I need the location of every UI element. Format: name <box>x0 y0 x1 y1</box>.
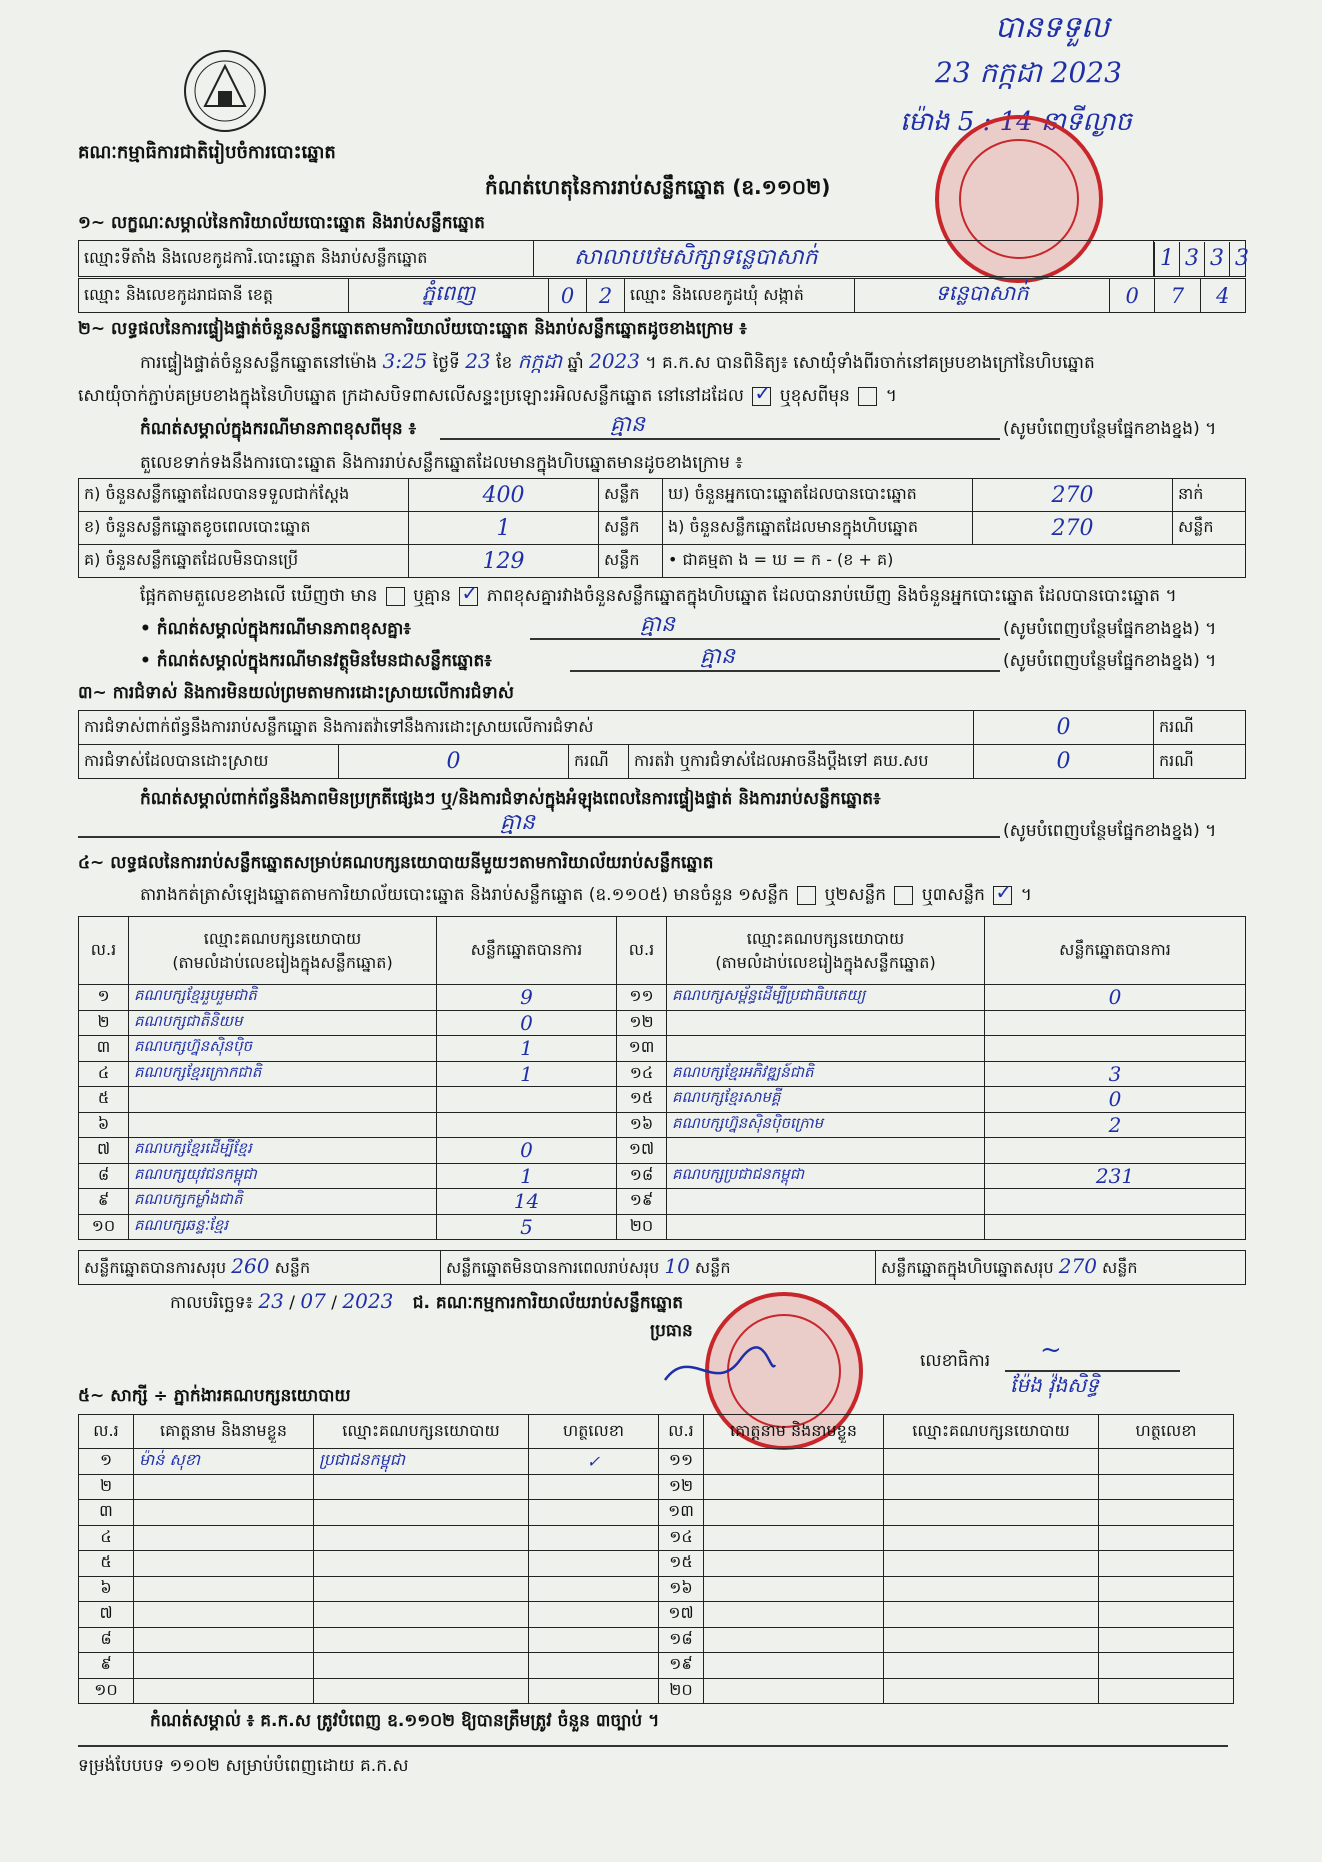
station-code-1: 1 <box>1155 242 1180 276</box>
witness-party <box>884 1602 1099 1628</box>
chair-label: ប្រធាន <box>650 1321 693 1341</box>
result-no: ១២ <box>617 1010 667 1036</box>
witness-signature <box>1099 1576 1234 1602</box>
objection-row2-label: ការជំទាស់ដែលបានដោះស្រាយ <box>79 745 339 779</box>
row-b-unit: សន្លឹក <box>599 512 663 545</box>
result-votes <box>985 1010 1246 1036</box>
note-label: កំណត់សម្គាល់ក្នុងករណីមានភាពខុសពីមុន ៖ <box>140 419 417 439</box>
witness-no: ១២ <box>659 1474 704 1500</box>
witness-no: ១៤ <box>659 1525 704 1551</box>
witness-col-no-right: ល.រ <box>659 1415 704 1449</box>
diff-hint: (សូមបំពេញបន្ថែមផ្នែកខាងខ្នង) ។ <box>1003 619 1217 639</box>
station-code-4: 3 <box>1230 242 1255 276</box>
witness-signature <box>529 1627 659 1653</box>
province-code-2: 2 <box>587 279 625 313</box>
check-time: 3:25 <box>382 349 428 373</box>
totals-table <box>78 1250 1246 1285</box>
witness-col-name-left: គោត្តនាម និងនាមខ្លួន <box>134 1415 314 1449</box>
received-date: 23 កក្កដា 2023 <box>935 56 1122 89</box>
formula: • ជាគម្មតា ង = ឃ = ក - (ខ + គ) <box>663 545 1246 578</box>
no-difference-checkbox[interactable] <box>459 587 478 606</box>
nec-emblem-icon <box>180 46 270 136</box>
row-b-value: 1 <box>409 512 599 545</box>
witness-name <box>134 1602 314 1628</box>
secretary-signature: ~ <box>1040 1335 1062 1365</box>
section2-heading: ២~ លទ្ធផលនៃការផ្ទៀងផ្ទាត់ចំនួនសន្លឹកឆ្នោតតាមការិយាល័យបោះឆ្នោត និងរាប់សន្លឹកឆ្នោតដូចខាងក្រោម ៖ <box>78 319 747 339</box>
witness-no: ១៥ <box>659 1551 704 1577</box>
three-sheet-checkbox[interactable] <box>993 886 1012 905</box>
result-votes: 0 <box>985 985 1246 1011</box>
compare-line: ផ្អែកតាមតួលេខខាងលើ ឃើញថា មាន ឬគ្មាន ✓ ភាពខុសគ្នារវាងចំនួនសន្លឹកឆ្នោតក្នុងហិបឆ្នោត ដែលបានរាប់ឃើញ និងចំនួនអ្នកបោះឆ្នោត ដែលបានបោះឆ្នោត ។ <box>140 585 1177 607</box>
result-votes <box>437 1112 617 1138</box>
result-no: ៧ <box>79 1138 129 1164</box>
fake-label: • កំណត់សម្គាល់ក្នុងករណីមានវត្ថុមិនមែនជាសន្លឹកឆ្នោត៖ <box>140 651 492 671</box>
result-votes: 1 <box>437 1061 617 1087</box>
row-a-unit: សន្លឹក <box>599 479 663 512</box>
witness-name <box>704 1653 884 1679</box>
result-party: គណបក្សឆន្ទៈខ្មែរ <box>129 1214 437 1240</box>
check-day: 23 <box>465 349 491 373</box>
witness-party <box>314 1653 529 1679</box>
check-year: 2023 <box>589 349 640 373</box>
results-row <box>79 1138 1246 1164</box>
date-year: 2023 <box>342 1289 394 1313</box>
objection-row2-unit: ករណី <box>569 745 629 779</box>
witness-no: ៣ <box>79 1500 134 1526</box>
witness-name <box>704 1551 884 1577</box>
section5-heading: ៥~ សាក្សី ÷ ភ្នាក់ងារគណបក្សនយោបាយ <box>78 1386 351 1406</box>
row-e-unit: សន្លឹក <box>1173 512 1246 545</box>
witness-no: ១៩ <box>659 1653 704 1679</box>
witness-party <box>884 1474 1099 1500</box>
result-no: ១១ <box>617 985 667 1011</box>
witness-party <box>884 1449 1099 1475</box>
witness-name <box>704 1627 884 1653</box>
witness-col-name-right: គោត្តនាម និងនាមខ្លួន <box>704 1415 884 1449</box>
result-party <box>667 1010 985 1036</box>
witness-party <box>314 1474 529 1500</box>
witness-name <box>704 1500 884 1526</box>
witness-no: ១៧ <box>659 1602 704 1628</box>
witness-col-sig-right: ហត្ថលេខា <box>1099 1415 1234 1449</box>
result-party <box>129 1112 437 1138</box>
date-day: 23 <box>258 1289 284 1313</box>
result-no: ១៣ <box>617 1036 667 1062</box>
total-box: សន្លឹកឆ្នោតក្នុងហិបឆ្នោតសរុប 270 សន្លឹក <box>876 1251 1246 1285</box>
witness-no: ៧ <box>79 1602 134 1628</box>
witness-name <box>704 1678 884 1704</box>
witness-party: ប្រជាជនកម្ពុជា <box>314 1449 529 1475</box>
witness-name <box>704 1525 884 1551</box>
witness-row <box>79 1551 1234 1577</box>
witness-row <box>79 1602 1234 1628</box>
witness-no: ១៦ <box>659 1576 704 1602</box>
check-month: កក្កដា <box>517 349 563 373</box>
row-c-label: គ) ចំនួនសន្លឹកឆ្នោតដែលមិនបានប្រើ <box>79 545 409 578</box>
objection-row1-unit: ករណី <box>1154 711 1246 745</box>
witness-col-party-right: ឈ្មោះគណបក្សនយោបាយ <box>884 1415 1099 1449</box>
province-code-1: 0 <box>549 279 587 313</box>
witness-party <box>314 1602 529 1628</box>
received-time: ម៉ោង 5 : 14 នាទីល្ងាច <box>900 107 1132 137</box>
witness-party <box>314 1500 529 1526</box>
objection-row1-value: 0 <box>974 711 1154 745</box>
objection-row2b-unit: ករណី <box>1154 745 1246 779</box>
results-row <box>79 1214 1246 1240</box>
result-no: ៥ <box>79 1087 129 1113</box>
result-votes: 14 <box>437 1189 617 1215</box>
result-votes: 0 <box>437 1010 617 1036</box>
secretary-label: លេខាធិការ <box>920 1351 991 1371</box>
witness-row <box>79 1653 1234 1679</box>
result-votes: 1 <box>437 1036 617 1062</box>
result-votes: 1 <box>437 1163 617 1189</box>
section4-intro: តារាងកត់ត្រាសំឡេងឆ្នោតតាមការិយាល័យបោះឆ្នោត និងរាប់សន្លឹកឆ្នោត (ឧ.១១០៥) មានចំនួន ១សន្លឹក ឬ២សន្លឹក ឬ៣សន្លឹក ✓ ។ <box>140 884 1032 906</box>
result-party: គណបក្សយុវជនកម្ពុជា <box>129 1163 437 1189</box>
row-a-value: 400 <box>409 479 599 512</box>
results-row <box>79 1112 1246 1138</box>
witness-party <box>884 1551 1099 1577</box>
witness-name <box>134 1627 314 1653</box>
form-title: កំណត់ហេតុនៃការរាប់សន្លឹកឆ្នោត (ឧ.១១០២) <box>485 175 831 199</box>
commune-code-3: 4 <box>1200 279 1245 313</box>
result-no: ២០ <box>617 1214 667 1240</box>
witness-no: ២ <box>79 1474 134 1500</box>
result-votes <box>985 1214 1246 1240</box>
results-row <box>79 1087 1246 1113</box>
witness-row <box>79 1627 1234 1653</box>
received-label: បានទទួល <box>995 10 1110 45</box>
result-votes: 231 <box>985 1163 1246 1189</box>
diff-label: • កំណត់សម្គាល់ក្នុងករណីមានភាពខុសគ្នា៖ <box>140 619 411 639</box>
witness-party <box>314 1627 529 1653</box>
same-checkbox[interactable] <box>752 387 771 406</box>
witness-no: ៩ <box>79 1653 134 1679</box>
row-d-value: 270 <box>973 479 1173 512</box>
commune-name: ទន្លេបាសាក់ <box>855 279 1110 313</box>
result-party: គណបក្សជាតិនិយម <box>129 1010 437 1036</box>
witness-party <box>884 1525 1099 1551</box>
witness-row <box>79 1678 1234 1704</box>
two-sheet-checkbox[interactable] <box>894 886 913 905</box>
row-d-label: ឃ) ចំនួនអ្នកបោះឆ្នោតដែលបានបោះឆ្នោត <box>663 479 973 512</box>
witness-signature <box>1099 1551 1234 1577</box>
witness-signature <box>1099 1525 1234 1551</box>
diff-value: គ្មាន <box>640 612 675 637</box>
row-a-label: ក) ចំនួនសន្លឹកឆ្នោតដែលបានទទួលជាក់ស្តែង <box>79 479 409 512</box>
total-invalid-value: 10 <box>664 1254 690 1278</box>
witness-party <box>314 1678 529 1704</box>
witness-signature <box>1099 1474 1234 1500</box>
witness-party <box>884 1576 1099 1602</box>
witness-name <box>134 1576 314 1602</box>
table-intro: តួលេខទាក់ទងនឹងការបោះឆ្នោត និងការរាប់សន្លឹកឆ្នោតដែលមានក្នុងហិបឆ្នោតមានដូចខាងក្រោម ៖ <box>140 453 743 473</box>
result-no: ៦ <box>79 1112 129 1138</box>
result-no: ៨ <box>79 1163 129 1189</box>
witness-signature <box>529 1576 659 1602</box>
result-votes <box>985 1036 1246 1062</box>
section1-heading: ១~ លក្ខណៈសម្គាល់នៃការិយាល័យបោះឆ្នោត និងរាប់សន្លឹកឆ្នោត <box>78 213 485 233</box>
one-sheet-checkbox[interactable] <box>797 886 816 905</box>
witness-row <box>79 1500 1234 1526</box>
witness-table <box>78 1414 1234 1704</box>
result-votes: 3 <box>985 1061 1246 1087</box>
total-valid-value: 260 <box>231 1254 270 1278</box>
witness-no: ១០ <box>79 1678 134 1704</box>
witness-name: ម៉ាន់ សុខា <box>134 1449 314 1475</box>
result-votes <box>985 1189 1246 1215</box>
result-party <box>667 1189 985 1215</box>
chair-signature <box>660 1340 780 1400</box>
result-votes: 9 <box>437 985 617 1011</box>
result-party <box>129 1087 437 1113</box>
witness-no: ៥ <box>79 1551 134 1577</box>
result-no: ១០ <box>79 1214 129 1240</box>
result-party: គណបក្សខ្មែរក្រោកជាតិ <box>129 1061 437 1087</box>
witness-name <box>134 1551 314 1577</box>
witness-party <box>884 1678 1099 1704</box>
section2-para1: ការផ្ទៀងផ្ទាត់ចំនួនសន្លឹកឆ្នោតនៅម៉ោង 3:25 ថ្ងៃទី 23 ខែ កក្កដា ឆ្នាំ 2023 ។ គ.ក.ស បានពិនិត្យ៖ សោយ៉ុំទាំងពីរចាក់នៅគម្របខាងក្រៅនៃហិបឆ្នោត <box>140 349 1095 373</box>
objection-row2b-value: 0 <box>974 745 1154 779</box>
witness-no: ២០ <box>659 1678 704 1704</box>
result-no: ៩ <box>79 1189 129 1215</box>
witness-signature <box>1099 1500 1234 1526</box>
row-d-unit: នាក់ <box>1173 479 1246 512</box>
result-party: គណបក្សហ្វ៊ុនស៊ិនប៉ិច <box>129 1036 437 1062</box>
witness-name <box>134 1525 314 1551</box>
results-row <box>79 1163 1246 1189</box>
col-no-left: ល.រ <box>79 917 129 985</box>
results-row <box>79 1036 1246 1062</box>
station-code-3: 3 <box>1205 242 1230 276</box>
witness-signature <box>1099 1653 1234 1679</box>
result-no: ១៩ <box>617 1189 667 1215</box>
witness-name <box>704 1474 884 1500</box>
witness-no: ១៣ <box>659 1500 704 1526</box>
station-code-2: 3 <box>1180 242 1205 276</box>
witness-signature <box>529 1678 659 1704</box>
witness-no: ១៨ <box>659 1627 704 1653</box>
witness-col-party-left: ឈ្មោះគណបក្សនយោបាយ <box>314 1415 529 1449</box>
witness-no: ១១ <box>659 1449 704 1475</box>
objection-row2b-label: ការតវ៉ា ឬការជំទាស់ដែលអាចនឹងប្តឹងទៅ គឃ.សប <box>629 745 974 779</box>
commune-code-1: 0 <box>1110 279 1155 313</box>
result-no: ១៨ <box>617 1163 667 1189</box>
result-votes: 5 <box>437 1214 617 1240</box>
row-b-label: ខ) ចំនួនសន្លឹកឆ្នោតខូចពេលបោះឆ្នោត <box>79 512 409 545</box>
result-no: ៣ <box>79 1036 129 1062</box>
witness-name <box>704 1576 884 1602</box>
result-party: គណបក្សប្រជាជនកម្ពុជា <box>667 1163 985 1189</box>
fake-hint: (សូមបំពេញបន្ថែមផ្នែកខាងខ្នង) ។ <box>1003 651 1217 671</box>
total-box-value: 270 <box>1058 1254 1097 1278</box>
section2-para2: សោយ៉ុំចាក់ភ្ជាប់គម្របខាងក្នុងនៃហិបឆ្នោត ក្រដាសបិទពាសលើសន្ទះប្រឡោះរអិលសន្លឹកឆ្នោត នៅនៅដដែល ✓ ឬខុសពីមុន ។ <box>78 385 897 407</box>
result-party: គណបក្សខ្មែរដើម្បីខ្មែរ <box>129 1138 437 1164</box>
result-party: គណបក្សកម្លាំងជាតិ <box>129 1189 437 1215</box>
witness-signature <box>1099 1678 1234 1704</box>
witness-no: ៤ <box>79 1525 134 1551</box>
witness-name <box>134 1653 314 1679</box>
footnote: កំណត់សម្គាល់ ៖ គ.ក.ស ត្រូវបំពេញ ឧ.១១០២ ឱ្យបានត្រឹមត្រូវ ចំនួន ៣ច្បាប់ ។ <box>150 1711 660 1731</box>
total-invalid: សន្លឹកឆ្នោតមិនបានការពេលរាប់សរុប 10 សន្លឹក <box>441 1251 876 1285</box>
form-footer: ទម្រង់បែបបទ ១១០២ សម្រាប់បំពេញដោយ គ.ក.ស <box>78 1756 409 1776</box>
section3-heading: ៣~ ការជំទាស់ និងការមិនយល់ព្រមតាមការដោះស្រាយលើការជំទាស់ <box>78 683 514 703</box>
witness-no: ១ <box>79 1449 134 1475</box>
result-no: ១៥ <box>617 1087 667 1113</box>
has-difference-checkbox[interactable] <box>386 587 405 606</box>
col-party-right: ឈ្មោះគណបក្សនយោបាយ (តាមលំដាប់លេខរៀងក្នុងសន្លឹកឆ្នោត) <box>667 917 985 985</box>
result-party <box>667 1138 985 1164</box>
result-no: ១៤ <box>617 1061 667 1087</box>
ballot-count-table <box>78 478 1246 578</box>
station-label: ឈ្មោះទីតាំង និងលេខកូដការិ.បោះឆ្នោត និងរាប់សន្លឹកឆ្នោត <box>79 241 534 277</box>
result-no: ២ <box>79 1010 129 1036</box>
col-votes-left: សន្លឹកឆ្នោតបានការ <box>437 917 617 985</box>
witness-name <box>134 1474 314 1500</box>
date-month: 07 <box>300 1289 326 1313</box>
result-party <box>667 1214 985 1240</box>
witness-no: ៨ <box>79 1627 134 1653</box>
result-votes: 0 <box>437 1138 617 1164</box>
row-c-value: 129 <box>409 545 599 578</box>
witness-party <box>884 1627 1099 1653</box>
witness-party <box>314 1576 529 1602</box>
result-votes: 0 <box>985 1087 1246 1113</box>
witness-party <box>314 1525 529 1551</box>
result-party <box>667 1036 985 1062</box>
fake-value: គ្មាន <box>700 644 735 669</box>
commune-code-2: 7 <box>1155 279 1200 313</box>
result-no: ១៦ <box>617 1112 667 1138</box>
result-party: គណបក្សខ្មែរអភិវឌ្ឍន៍ជាតិ <box>667 1061 985 1087</box>
witness-signature <box>529 1500 659 1526</box>
witness-row <box>79 1576 1234 1602</box>
witness-name <box>134 1678 314 1704</box>
witness-signature <box>529 1602 659 1628</box>
date-line: កាលបរិច្ឆេទ៖ 23 / 07 / 2023 ជ. គណៈកម្មការការិយាល័យរាប់សន្លឹកឆ្នោត <box>170 1289 684 1313</box>
total-valid: សន្លឹកឆ្នោតបានការសរុប 260 សន្លឹក <box>79 1251 441 1285</box>
witness-signature <box>529 1525 659 1551</box>
station-name: សាលាបឋមសិក្សាទន្លេបាសាក់ <box>534 241 1154 277</box>
result-votes: 2 <box>985 1112 1246 1138</box>
committee-name: គណៈកម្មាធិការជាតិរៀបចំការបោះឆ្នោត <box>78 142 336 163</box>
witness-row <box>79 1525 1234 1551</box>
col-votes-right: សន្លឹកឆ្នោតបានការ <box>985 917 1246 985</box>
witness-name <box>704 1602 884 1628</box>
result-votes <box>985 1138 1246 1164</box>
results-row <box>79 1189 1246 1215</box>
note-value: គ្មាន <box>610 412 645 437</box>
result-no: ៤ <box>79 1061 129 1087</box>
col-party-left: ឈ្មោះគណបក្សនយោបាយ (តាមលំដាប់លេខរៀងក្នុងសន្លឹកឆ្នោត) <box>129 917 437 985</box>
result-party: គណបក្សហ្វ៊ុនស៊ិនប៉ិចក្រោម <box>667 1112 985 1138</box>
witness-party <box>314 1551 529 1577</box>
section3-note-value: គ្មាន <box>500 810 535 835</box>
witness-signature <box>529 1474 659 1500</box>
results-row <box>79 985 1246 1011</box>
secretary-name: ម៉ែង វ៉ុងសិទ្ធិ <box>1010 1373 1099 1397</box>
result-votes <box>437 1087 617 1113</box>
objection-row1-label: ការជំទាស់ពាក់ព័ន្ធនឹងការរាប់សន្លឹកឆ្នោត និងការតវ៉ាទៅនឹងការដោះស្រាយលើការជំទាស់ <box>79 711 974 745</box>
station-table <box>78 240 1249 277</box>
results-table <box>78 916 1246 1240</box>
commune-label: ឈ្មោះ និងលេខកូដឃុំ សង្កាត់ <box>625 279 855 313</box>
results-row <box>79 1061 1246 1087</box>
witness-name <box>704 1449 884 1475</box>
witness-no: ៦ <box>79 1576 134 1602</box>
row-c-unit: សន្លឹក <box>599 545 663 578</box>
row-e-label: ង) ចំនួនសន្លឹកឆ្នោតដែលមានក្នុងហិបឆ្នោត <box>663 512 973 545</box>
section3-hint: (សូមបំពេញបន្ថែមផ្នែកខាងខ្នង) ។ <box>1003 821 1217 841</box>
witness-signature <box>1099 1602 1234 1628</box>
witness-name <box>134 1500 314 1526</box>
province-table <box>78 278 1246 313</box>
witness-party <box>884 1653 1099 1679</box>
objection-row2-value: 0 <box>339 745 569 779</box>
witness-signature <box>1099 1449 1234 1475</box>
province-name: ភ្នំពេញ <box>349 279 549 313</box>
witness-col-no-left: ល.រ <box>79 1415 134 1449</box>
note-hint: (សូមបំពេញបន្ថែមផ្នែកខាងខ្នង) ។ <box>1003 419 1217 439</box>
witness-signature: ✓ <box>529 1449 659 1475</box>
col-no-right: ល.រ <box>617 917 667 985</box>
witness-row <box>79 1474 1234 1500</box>
witness-signature <box>1099 1627 1234 1653</box>
result-no: ១៧ <box>617 1138 667 1164</box>
witness-signature <box>529 1653 659 1679</box>
objection-table-1 <box>78 710 1246 745</box>
different-checkbox[interactable] <box>858 387 877 406</box>
witness-signature <box>529 1551 659 1577</box>
witness-row <box>79 1449 1234 1475</box>
result-party: គណបក្សខ្មែរសាមគ្គី <box>667 1087 985 1113</box>
row-e-value: 270 <box>973 512 1173 545</box>
section3-note: កំណត់សម្គាល់ពាក់ព័ន្ធនឹងភាពមិនប្រក្រតីផ្សេងៗ ឬ/និងការជំទាស់ក្នុងអំឡុងពេលនៃការផ្ទៀងផ្ទាត់ និងការរាប់សន្លឹកឆ្នោត៖ <box>140 789 881 809</box>
results-row <box>79 1010 1246 1036</box>
witness-col-sig-left: ហត្ថលេខា <box>529 1415 659 1449</box>
witness-party <box>884 1500 1099 1526</box>
result-party: គណបក្សសម្ព័ន្ធដើម្បីប្រជាធិបតេយ្យ <box>667 985 985 1011</box>
result-no: ១ <box>79 985 129 1011</box>
province-label: ឈ្មោះ និងលេខកូដរាជធានី ខេត្ត <box>79 279 349 313</box>
result-party: គណបក្សខ្មែររួបរួមជាតិ <box>129 985 437 1011</box>
objection-table-2 <box>78 744 1246 779</box>
section4-heading: ៤~ លទ្ធផលនៃការរាប់សន្លឹកឆ្នោតសម្រាប់គណបក្សនយោបាយនីមួយៗតាមការិយាល័យរាប់សន្លឹកឆ្នោត <box>78 853 714 873</box>
